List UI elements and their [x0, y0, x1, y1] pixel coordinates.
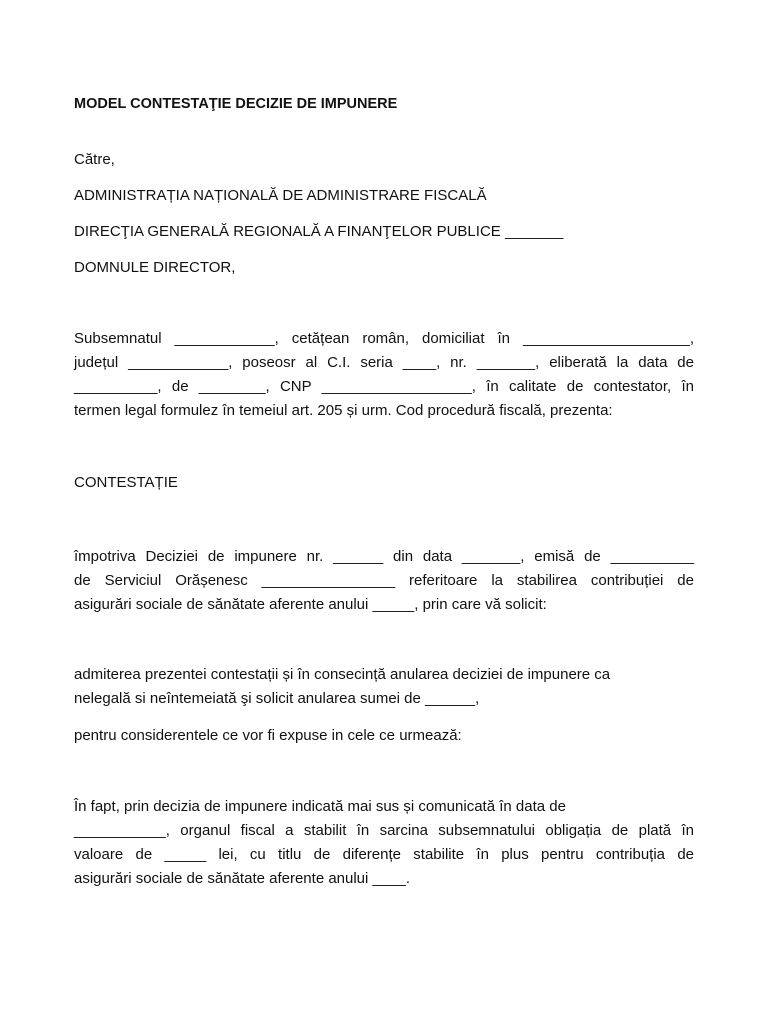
intro-line: termen legal formulez în temeiul art. 205 și urm. Cod procedură fiscală, prezenta: — [74, 402, 613, 419]
intro-paragraph — [74, 327, 694, 423]
recipient-directorate: DIRECŢIA GENERALĂ REGIONALĂ A FINANŢELOR PUBLICE _______ — [74, 223, 564, 240]
facts-line: ___________, organul fiscal a stabilit în sarcina subsemnatului obligația de plată în — [74, 822, 694, 839]
facts-line: asigurări sociale de sănătate aferente anului ____. — [74, 870, 411, 887]
reasons-intro: pentru considerentele ce vor fi expuse in cele ce urmează: — [74, 727, 462, 744]
request-line: admiterea prezentei contestații și în consecință anularea deciziei de impunere ca — [74, 666, 611, 683]
request-line: nelegală si neîntemeiată şi solicit anularea sumei de ______, — [74, 690, 480, 707]
facts-line: În fapt, prin decizia de impunere indicată mai sus și comunicată în data de — [74, 798, 566, 815]
intro-line: Subsemnatul ____________, cetățean român, domiciliat în ____________________, — [74, 330, 694, 347]
against-paragraph — [74, 545, 694, 617]
facts-paragraph — [74, 795, 694, 891]
against-line: de Serviciul Orășenesc ________________ referitoare la stabilirea contribuției de — [74, 572, 694, 589]
address-line: DOMNULE DIRECTOR, — [74, 259, 236, 276]
recipient-agency: ADMINISTRAȚIA NAȚIONALĂ DE ADMINISTRARE FISCALĂ — [74, 187, 487, 204]
document-title: MODEL CONTESTAŢIE DECIZIE DE IMPUNERE — [74, 96, 398, 112]
salutation: Către, — [74, 151, 115, 168]
against-line: împotriva Deciziei de impunere nr. ______ din data _______, emisă de __________ — [74, 548, 694, 565]
request-paragraph — [74, 663, 694, 711]
facts-line: valoare de _____ lei, cu titlu de diferențe stabilite în plus pentru contribuția de — [74, 846, 694, 863]
section-heading: CONTESTAȚIE — [74, 474, 178, 491]
intro-line: __________, de ________, CNP __________________, în calitate de contestator, în — [74, 378, 694, 395]
against-line: asigurări sociale de sănătate aferente anului _____, prin care vă solicit: — [74, 596, 547, 613]
intro-line: județul ____________, poseosr al C.I. seria ____, nr. _______, eliberată la data de — [74, 354, 694, 371]
